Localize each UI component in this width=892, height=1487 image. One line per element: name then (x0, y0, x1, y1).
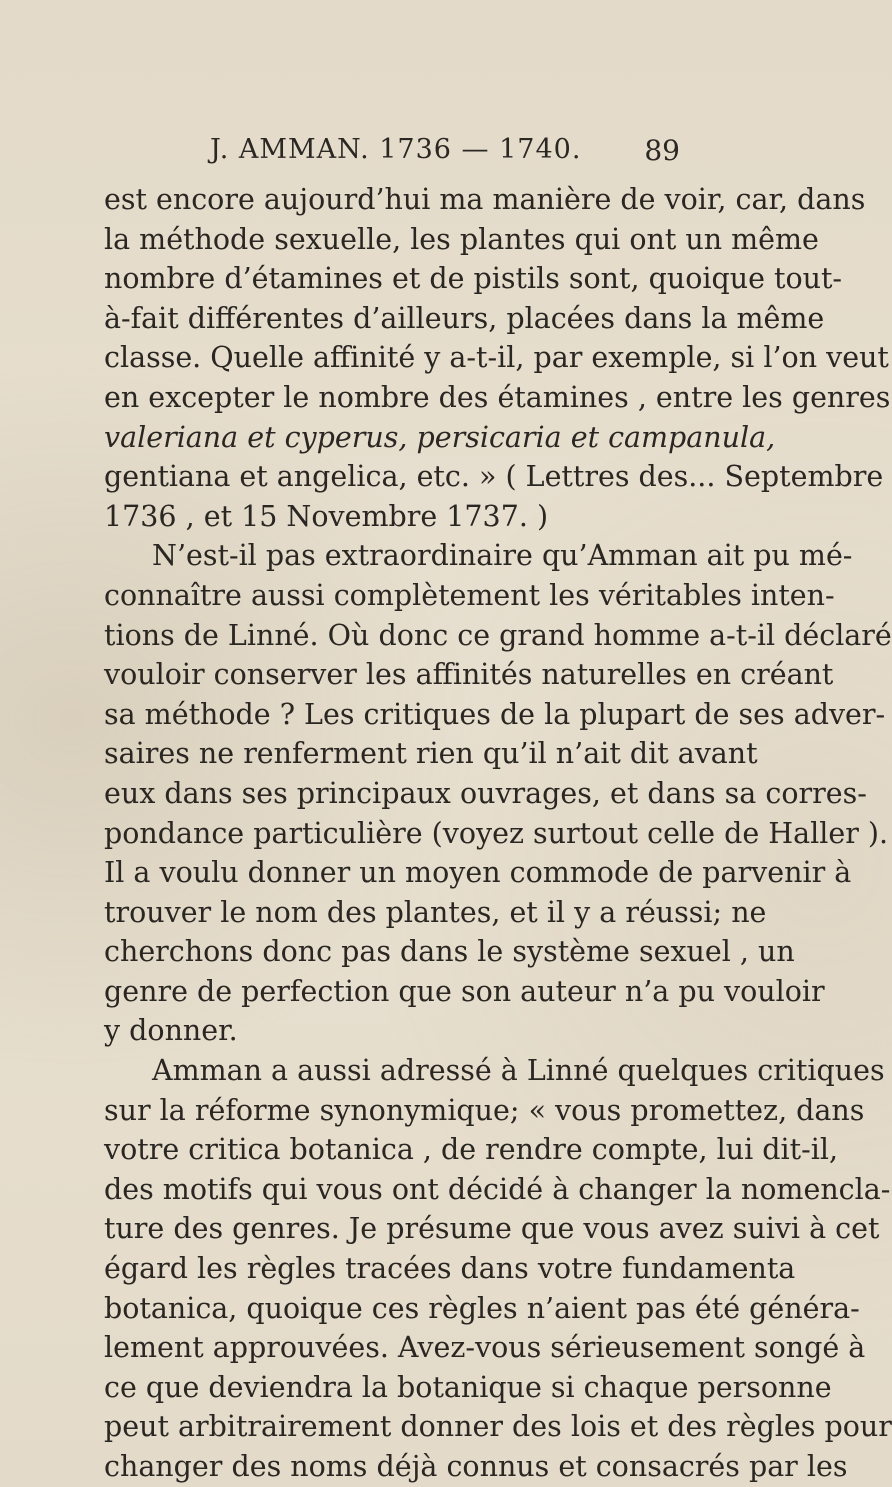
text-line: eux dans ses principaux ouvrages, et dans sa corres- (104, 776, 867, 810)
text-line: saires ne renferment rien qu’il n’ait dit avant (104, 737, 758, 771)
text-line: y donner. (104, 1014, 238, 1048)
text-line: est encore aujourd’hui ma manière de voir, car, dans (104, 183, 866, 216)
page-header (210, 134, 680, 174)
text-line: peut arbitrairement donner des lois et des règles pour (104, 1410, 892, 1444)
text-line: ce que deviendra la botanique si chaque personne (104, 1370, 832, 1404)
text-line: sa méthode ? Les critiques de la plupart de ses adver- (104, 697, 886, 731)
text-line: botanica, quoique ces règles n’aient pas été généra- (104, 1291, 860, 1325)
text-line: pondance particulière (voyez surtout celle de Haller ). (104, 816, 889, 850)
page-number: 89 (644, 134, 680, 167)
text-line: sur la réforme synonymique; « vous promettez, dans (104, 1093, 865, 1127)
text-line: ture des genres. Je présume que vous avez suivi à cet (104, 1212, 880, 1246)
text-line: la méthode sexuelle, les plantes qui ont un même (104, 222, 819, 256)
text-line: gentiana et angelica, etc. » ( Lettres des... Septembre (104, 460, 884, 494)
text-line: Amman a aussi adressé à Linné quelques critiques (152, 1054, 885, 1088)
text-line: tions de Linné. Où donc ce grand homme a-t-il déclaré (104, 618, 892, 652)
text-line: cherchons donc pas dans le système sexuel , un (104, 935, 795, 969)
text-line: Il a voulu donner un moyen commode de parvenir à (104, 856, 852, 890)
text-line: trouver le nom des plantes, et il y a réussi; ne (104, 895, 767, 929)
text-line: vouloir conserver les affinités naturelles en créant (104, 658, 834, 692)
text-line: en excepter le nombre des étamines , entre les genres (104, 380, 891, 414)
text-line: N’est-il pas extraordinaire qu’Amman ait pu mé- (152, 539, 853, 573)
text-line: 1736 , et 15 Novembre 1737. ) (104, 499, 549, 533)
text-line: votre critica botanica , de rendre compte, lui dit-il, (104, 1133, 839, 1167)
text-line: égard les règles tracées dans votre fundamenta (104, 1252, 796, 1286)
running-head: J. AMMAN. 1736 — 1740. (210, 134, 582, 165)
text-line: nombre d’étamines et de pistils sont, quoique tout- (104, 262, 843, 296)
text-line: connaître aussi complètement les véritables inten- (104, 578, 835, 612)
text-line: genre de perfection que son auteur n’a pu vouloir (104, 974, 825, 1008)
text-line: des motifs qui vous ont décidé à changer la nomencla- (104, 1172, 891, 1206)
text-line: à-fait différentes d’ailleurs, placées dans la même (104, 301, 825, 335)
text-line: classe. Quelle affinité y a-t-il, par exemple, si l’on veut (104, 341, 889, 375)
text-line: lement approuvées. Avez-vous sérieusement songé à (104, 1331, 866, 1365)
body-text (104, 180, 892, 1487)
text-line: changer des noms déjà connus et consacrés par les (104, 1450, 848, 1483)
text-line: valeriana et cyperus, persicaria et campanula, (104, 420, 776, 454)
